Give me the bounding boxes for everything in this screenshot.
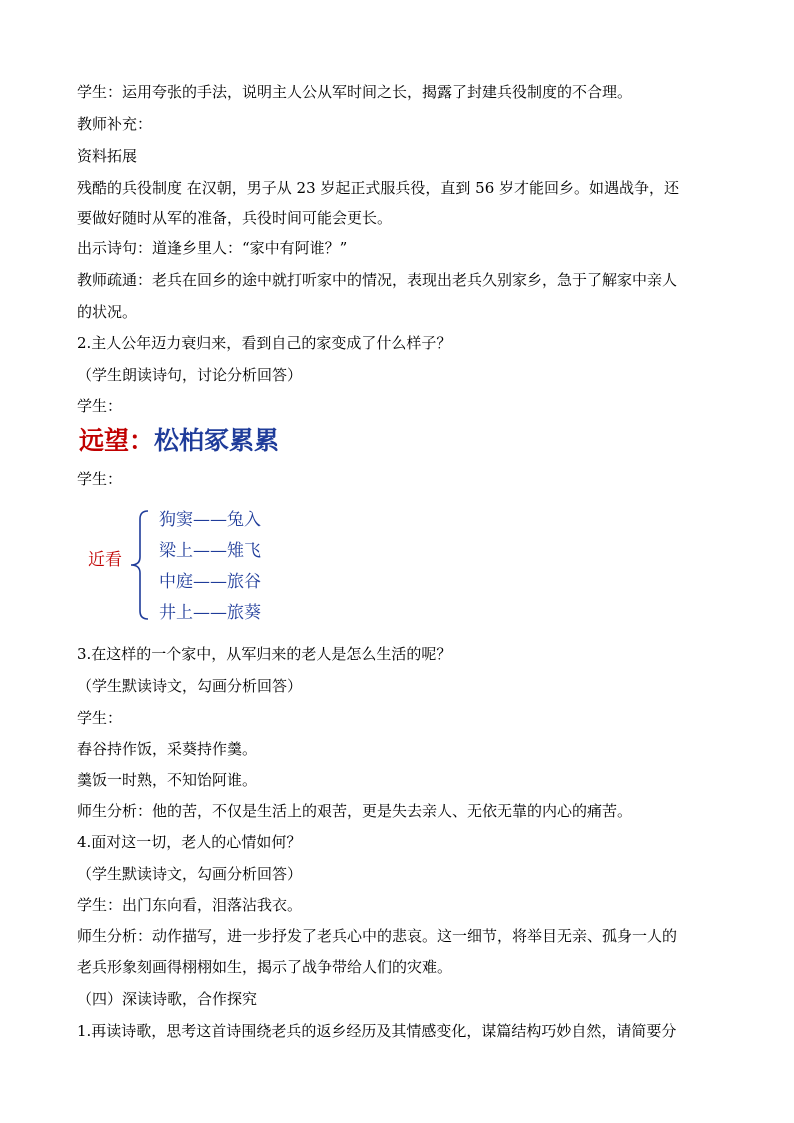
text-line: 羹饭一时熟，不知饴阿谁。 [77, 771, 258, 789]
yuanwang-label: 远望： [79, 426, 155, 455]
jinkan-pair: 井上——旅葵 [159, 603, 261, 623]
text-line: 要做好随时从军的准备，兵役时间可能会更长。 [77, 209, 393, 227]
yuanwang-text: 松柏冢累累 [154, 426, 280, 455]
text-line: 出示诗句：道逢乡里人：“家中有阿谁？” [77, 239, 348, 257]
text-line: 教师补充： [77, 115, 153, 133]
text-line: 学生：出门东向看，泪落沾我衣。 [77, 896, 303, 914]
jinkan-pair: 梁上——雉飞 [159, 541, 261, 561]
jinkan-label: 近看 [88, 550, 122, 570]
text-line: （学生默读诗文，勾画分析回答） [77, 677, 303, 695]
text-line: 老兵形象刻画得栩栩如生，揭示了战争带给人们的灾难。 [77, 958, 453, 976]
jinkan-pair: 中庭——旅谷 [159, 572, 261, 592]
text-line: 资料拓展 [77, 147, 138, 165]
text-line: 残酷的兵役制度 在汉朝，男子从 23 岁起正式服兵役，直到 56 岁才能回乡。如遇战争，还 [77, 179, 680, 197]
text-line: （四）深读诗歌，合作探究 [77, 990, 258, 1008]
brace-icon [128, 509, 150, 621]
text-line: 的状况。 [77, 303, 138, 321]
text-line: 师生分析：他的苦，不仅是生活上的艰苦，更是失去亲人、无依无靠的内心的痛苦。 [77, 802, 633, 820]
text-line: 学生： [77, 709, 123, 727]
text-line: 学生：运用夸张的手法，说明主人公从军时间之长，揭露了封建兵役制度的不合理。 [77, 83, 633, 101]
text-line: 3.在这样的一个家中，从军归来的老人是怎么生活的呢？ [77, 645, 452, 663]
jinkan-pair: 狗窦——兔入 [159, 510, 261, 530]
yuanwang-heading [79, 424, 279, 458]
text-line: 2.主人公年迈力衰归来，看到自己的家变成了什么样子？ [77, 334, 452, 352]
text-line: 4.面对这一切，老人的心情如何？ [77, 833, 302, 851]
text-line: 师生分析：动作描写，进一步抒发了老兵心中的悲哀。这一细节，将举目无亲、孤身一人的 [77, 927, 678, 945]
text-line: （学生默读诗文，勾画分析回答） [77, 865, 303, 883]
text-line: 学生： [77, 470, 123, 488]
text-line: 学生： [77, 397, 123, 415]
text-line: 1.再读诗歌，思考这首诗围绕老兵的返乡经历及其情感变化，谋篇结构巧妙自然，请简要分 [77, 1022, 677, 1040]
text-line: 教师疏通：老兵在回乡的途中就打听家中的情况，表现出老兵久别家乡，急于了解家中亲人 [77, 271, 678, 289]
text-line: 舂谷持作饭，采葵持作羹。 [77, 740, 258, 758]
text-line: （学生朗读诗句，讨论分析回答） [77, 366, 303, 384]
